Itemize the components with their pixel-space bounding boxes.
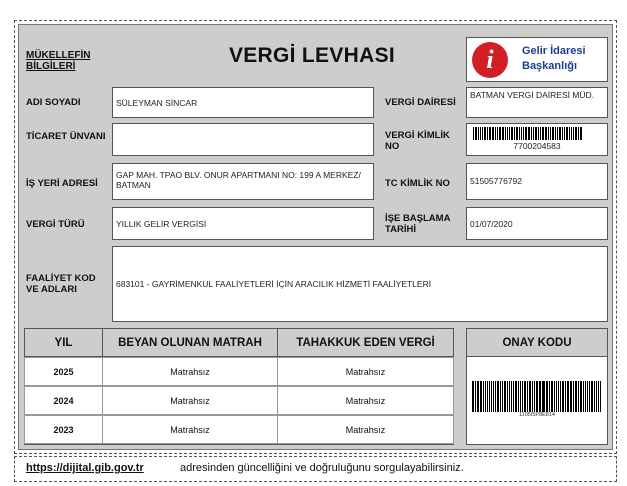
barcode-bar (546, 381, 548, 412)
vergi-turu-label: VERGİ TÜRÜ (26, 219, 85, 230)
barcode-bar (571, 127, 572, 140)
barcode-bar (575, 127, 577, 140)
vergi-kimlik-no-label: VERGİ KİMLİK NO (385, 130, 450, 152)
onay-barcode (472, 381, 602, 412)
barcode-bar (485, 381, 487, 412)
faaliyet-label: FAALİYET KOD VE ADLARI (26, 273, 96, 295)
barcode-bar (580, 127, 582, 140)
table-row-matrah: Matrahsız (102, 386, 278, 415)
barcode-bar (497, 381, 499, 412)
barcode-bar (569, 127, 570, 140)
barcode-bar (528, 127, 530, 140)
barcode-bar (578, 127, 579, 140)
barcode-bar (515, 381, 517, 412)
barcode-bar (482, 127, 483, 140)
vergi-dairesi-label: VERGİ DAİRESİ (385, 97, 456, 108)
tc-kimlik-no-label: TC KİMLİK NO (385, 178, 450, 189)
barcode-bar (523, 127, 524, 140)
barcode-bar (549, 381, 551, 412)
barcode-bar (484, 127, 486, 140)
barcode-bar (505, 127, 506, 140)
barcode-bar (511, 127, 513, 140)
document-title: VERGİ LEVHASI (228, 44, 396, 67)
gib-logo-text (514, 44, 617, 74)
barcode-bar (562, 127, 563, 140)
barcode-bar (489, 127, 491, 140)
table-row-vergi: Matrahsız (277, 357, 454, 386)
barcode-bar (585, 381, 586, 412)
barcode-bar (509, 381, 510, 412)
barcode-bar (487, 127, 488, 140)
barcode-bar (534, 381, 535, 412)
barcode-bar (518, 381, 519, 412)
barcode-bar (578, 381, 580, 412)
barcode-bar (480, 381, 482, 412)
barcode-bar (502, 381, 504, 412)
onay-kodu-value: 1105I5P8E814 (519, 412, 555, 418)
barcode-bar (562, 381, 564, 412)
barcode-bar (575, 381, 577, 412)
adi-soyadi-value: SÜLEYMAN SİNCAR (112, 87, 374, 118)
barcode-bar (600, 381, 601, 412)
barcode-bar (525, 381, 526, 412)
barcode-bar (559, 127, 561, 140)
gib-logo-icon: i (472, 42, 508, 78)
barcode-bar (520, 381, 521, 412)
vergi-kimlik-barcode (473, 127, 601, 140)
barcode-bar (573, 381, 574, 412)
ticaret-unvani-label: TİCARET ÜNVANI (26, 131, 106, 142)
barcode-bar (492, 127, 494, 140)
vergi-kimlik-no-box (466, 123, 608, 156)
barcode-bar (564, 127, 565, 140)
barcode-bar (495, 127, 496, 140)
barcode-bar (531, 127, 532, 140)
barcode-bar (499, 127, 501, 140)
mukellef-bilgileri-label: MÜKELLEFİN BİLGİLERİ (26, 50, 91, 72)
barcode-bar (507, 381, 508, 412)
barcode-bar (598, 381, 599, 412)
barcode-bar (535, 127, 537, 140)
barcode-bar (536, 381, 538, 412)
faaliyet-value: 683101 - GAYRİMENKUL FAALİYETLERİ İÇİN ARACILIK HİZMETİ FAALİYETLERİ (112, 246, 608, 322)
table-row-yil: 2023 (24, 415, 103, 444)
barcode-bar (480, 127, 481, 140)
barcode-bar (560, 381, 562, 412)
barcode-bar (554, 381, 555, 412)
barcode-bar (475, 381, 477, 412)
table-row-yil: 2025 (24, 357, 103, 386)
gib-dijital-link[interactable]: https://dijital.gib.gov.tr (26, 462, 144, 474)
vergi-dairesi-value: BATMAN VERGİ DAİRESİ MÜD. (466, 87, 608, 118)
logo-text-line1: Gelir İdaresi (522, 45, 586, 57)
barcode-bar (538, 127, 539, 140)
barcode-bar (594, 381, 595, 412)
barcode-bar (527, 381, 528, 412)
barcode-bar (497, 127, 498, 140)
vergi-kimlik-no-value: 7700204583 (513, 141, 561, 151)
barcode-bar (483, 381, 484, 412)
barcode-bar (516, 127, 518, 140)
table-row-matrah: Matrahsız (102, 415, 278, 444)
barcode-bar (491, 381, 492, 412)
table-row-vergi: Matrahsız (277, 415, 454, 444)
barcode-bar (511, 381, 512, 412)
barcode-bar (509, 127, 510, 140)
is-yeri-adresi-label: İŞ YERİ ADRESİ (26, 178, 98, 189)
barcode-bar (565, 381, 566, 412)
barcode-bar (591, 381, 593, 412)
barcode-bar (524, 381, 525, 412)
barcode-bar (529, 381, 531, 412)
table-header-yil: YIL (24, 328, 103, 357)
barcode-bar (570, 381, 571, 412)
barcode-bar (555, 127, 556, 140)
barcode-bar (556, 381, 557, 412)
is-yeri-adresi-value: GAP MAH. TPAO BLV. ONUR APARTMANI NO: 199 A MERKEZ/ BATMAN (112, 163, 374, 200)
barcode-bar (596, 381, 598, 412)
barcode-bar (573, 127, 574, 140)
table-row-vergi: Matrahsız (277, 386, 454, 415)
barcode-bar (571, 381, 572, 412)
barcode-bar (477, 381, 479, 412)
table-row-matrah: Matrahsız (102, 357, 278, 386)
barcode-bar (557, 127, 558, 140)
barcode-bar (522, 381, 523, 412)
barcode-bar (587, 381, 588, 412)
barcode-bar (513, 381, 515, 412)
table-row-yil: 2024 (24, 386, 103, 415)
barcode-bar (589, 381, 591, 412)
barcode-bar (475, 127, 477, 140)
barcode-bar (552, 127, 554, 140)
barcode-bar (566, 127, 568, 140)
barcode-bar (495, 381, 497, 412)
barcode-bar (540, 127, 541, 140)
barcode-bar (551, 381, 553, 412)
barcode-bar (542, 381, 543, 412)
barcode-bar (493, 381, 494, 412)
barcode-bar (580, 381, 582, 412)
barcode-bar (548, 127, 549, 140)
barcode-bar (487, 381, 488, 412)
barcode-bar (542, 127, 544, 140)
barcode-bar (514, 127, 515, 140)
barcode-bar (533, 127, 534, 140)
logo-text-line2: Başkanlığı (522, 60, 578, 72)
barcode-bar (550, 127, 551, 140)
barcode-bar (545, 127, 547, 140)
barcode-bar (583, 381, 584, 412)
vergi-turu-value: YILLIK GELİR VERGİSİ (112, 207, 374, 240)
ise-baslama-tarihi-value: 01/07/2020 (466, 207, 608, 240)
barcode-bar (507, 127, 508, 140)
barcode-bar (504, 381, 506, 412)
footer-info-text: adresinden güncelliğini ve doğruluğunu sorgulayabilirsiniz. (180, 462, 464, 474)
ticaret-unvani-value (112, 123, 374, 156)
barcode-bar (478, 127, 479, 140)
table-header-vergi: TAHAKKUK EDEN VERGİ (277, 328, 454, 357)
adi-soyadi-label: ADI SOYADI (26, 97, 81, 108)
barcode-bar (567, 381, 569, 412)
barcode-bar (543, 381, 545, 412)
barcode-bar (558, 381, 559, 412)
barcode-bar (473, 127, 474, 140)
tc-kimlik-no-value: 51505776792 (466, 163, 608, 200)
barcode-bar (539, 381, 541, 412)
barcode-bar (489, 381, 490, 412)
barcode-bar (502, 127, 504, 140)
barcode-bar (525, 127, 527, 140)
barcode-bar (519, 127, 520, 140)
barcode-bar (500, 381, 501, 412)
barcode-bar (521, 127, 522, 140)
table-header-matrah: BEYAN OLUNAN MATRAH (102, 328, 278, 357)
onay-kodu-header: ONAY KODU (466, 328, 608, 357)
barcode-bar (532, 381, 534, 412)
gib-logo (466, 37, 608, 82)
barcode-bar (472, 381, 474, 412)
ise-baslama-tarihi-label: İŞE BAŞLAMA TARİHİ (385, 213, 451, 235)
